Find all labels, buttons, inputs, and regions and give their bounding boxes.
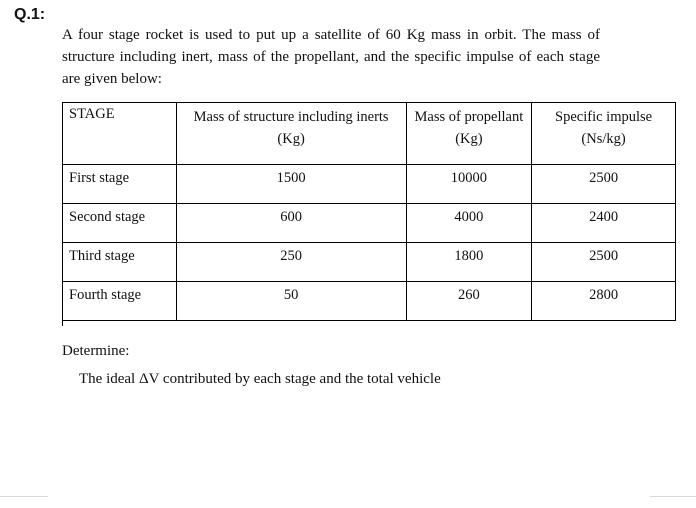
task-statement: The ideal ΔV contributed by each stage and the total vehicle (79, 371, 441, 387)
stage-cell: Second stage (63, 204, 177, 243)
footer-divider-left (0, 496, 48, 497)
header-specific-impulse (532, 103, 676, 165)
table-header-row (63, 103, 676, 165)
stage-cell: First stage (63, 165, 177, 204)
header-specific-impulse-line1: Specific impulse (555, 109, 653, 125)
header-structure-mass-line2: (Kg) (277, 131, 305, 147)
question-label: Q.1: (14, 6, 46, 23)
header-specific-impulse-line2: (Ns/kg) (581, 131, 626, 147)
structure-mass-cell: 250 (176, 243, 406, 282)
specific-impulse-cell: 2400 (532, 204, 676, 243)
specific-impulse-cell: 2500 (532, 243, 676, 282)
propellant-mass-cell: 4000 (406, 204, 532, 243)
problem-statement: A four stage rocket is used to put up a satellite of 60 Kg mass in orbit. The mass of structure including inert, mass of the propellant, and the specific impulse of each stage are given below: (62, 27, 600, 87)
stage-cell: Third stage (63, 243, 177, 282)
structure-mass-cell: 600 (176, 204, 406, 243)
table-row (63, 165, 676, 204)
structure-mass-cell: 1500 (176, 165, 406, 204)
rocket-stage-table (62, 102, 676, 321)
header-stage (63, 103, 177, 165)
propellant-mass-cell: 10000 (406, 165, 532, 204)
table-row (63, 204, 676, 243)
header-propellant-mass-line2: (Kg) (455, 131, 483, 147)
specific-impulse-cell: 2800 (532, 282, 676, 321)
table-row (63, 243, 676, 282)
stage-cell: Fourth stage (63, 282, 177, 321)
table-row (63, 282, 676, 321)
header-stage-line1: STAGE (69, 106, 115, 122)
header-propellant-mass (406, 103, 532, 165)
specific-impulse-cell: 2500 (532, 165, 676, 204)
footer-divider-right (650, 496, 696, 497)
structure-mass-cell: 50 (176, 282, 406, 321)
header-propellant-mass-line1: Mass of propellant (414, 109, 524, 125)
propellant-mass-cell: 1800 (406, 243, 532, 282)
header-structure-mass-line1: Mass of structure including inerts (193, 109, 389, 125)
header-structure-mass (176, 103, 406, 165)
propellant-mass-cell: 260 (406, 282, 532, 321)
determine-label: Determine: (62, 343, 130, 359)
table-border-stub (62, 305, 63, 326)
